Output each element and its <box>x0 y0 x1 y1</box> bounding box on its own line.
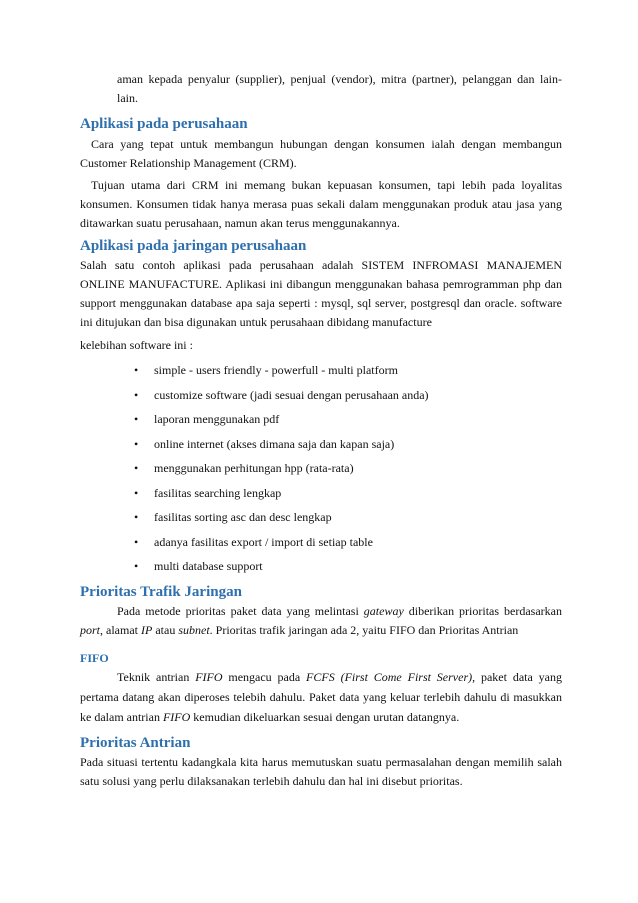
intro-continuation <box>80 70 562 108</box>
heading-prioritas-antrian: Prioritas Antrian <box>80 734 191 751</box>
heading-aplikasi-perusahaan: Aplikasi pada perusahaan <box>80 116 248 132</box>
feature-item: • multi database support <box>134 554 562 579</box>
bullet-icon: • <box>134 387 139 402</box>
feature-item: • menggunakan perhitungan hpp (rata-rata) <box>134 456 562 481</box>
crm-paragraph-2: Tujuan utama dari CRM ini memang bukan kepuasan konsumen, tapi lebih pada loyalitas konsumen. Konsumen tidak hanya merasa puas sekali dalam menggunakan produk atau jasa yang ditawarkan suatu perusahaan, namun akan terus menggunakannya. <box>80 178 562 230</box>
feature-item: • simple - users friendly - powerfull - multi platform <box>134 358 562 383</box>
intro-line-1: aman kepada penyalur (supplier), penjual (vendor), mitra (partner), pelanggan dan lain- <box>117 72 562 86</box>
feature-item: • laporan menggunakan pdf <box>134 407 562 432</box>
queue-paragraph: Pada situasi tertentu kadangkala kita harus memutuskan suatu permasalahan dengan memilih salah satu solusi yang perlu dilaksanakan terlebih dahulu dan hal ini disebut prioritas. <box>80 754 562 788</box>
heading-fifo: FIFO <box>80 650 109 665</box>
priority-paragraph: Pada metode prioritas paket data yang melintasi gateway diberikan prioritas berdasarkan port, alamat IP atau subnet. Prioritas trafik jaringan ada 2, yaitu FIFO dan Prioritas Antrian <box>80 603 562 637</box>
document-page <box>80 70 562 791</box>
network-app-paragraph: Salah satu contoh aplikasi pada perusahaan adalah SISTEM INFROMASI MANAJEMEN ONLINE MANUFACTURE. Aplikasi ini dibangun menggunakan bahasa pemrogramman php dan support menggunakan database apa saja seperti : mysql, sql server, postgresql dan oracle. software ini ditujukan dan bisa digunakan untuk perusahaan dibidang manufacture <box>80 258 562 329</box>
feature-item: • adanya fasilitas export / import di setiap table <box>134 530 562 555</box>
bullet-icon: • <box>134 461 139 475</box>
crm-paragraph-1: Cara yang tepat untuk membangun hubungan dengan konsumen ialah dengan membangun Customer Relationship Management (CRM). <box>80 137 562 170</box>
intro-line-2: lain. <box>117 91 138 105</box>
feature-item: • fasilitas searching lengkap <box>134 481 562 506</box>
bullet-icon: • <box>134 510 139 524</box>
bullet-icon: • <box>134 559 139 573</box>
feature-item: • customize software (jadi sesuai dengan perusahaan anda) <box>134 383 562 408</box>
heading-prioritas-trafik: Prioritas Trafik Jaringan <box>80 583 242 600</box>
bullet-icon: • <box>134 485 139 500</box>
bullet-icon: • <box>134 534 139 549</box>
feature-item: • fasilitas sorting asc dan desc lengkap <box>134 505 562 530</box>
fifo-paragraph: Teknik antrian FIFO mengacu pada FCFS (First Come First Server), paket data yang pertama datang akan diperoses telebih dahulu. Paket data yang keluar terlebih dahulu di masukkan ke dalam antrian FIFO kemudian dikeluarkan sesuai dengan urutan datangnya. <box>80 669 562 724</box>
features-list <box>80 358 562 579</box>
bullet-icon: • <box>134 363 139 377</box>
heading-aplikasi-jaringan: Aplikasi pada jaringan perusahaan <box>80 238 307 254</box>
features-intro: kelebihan software ini : <box>80 338 193 352</box>
bullet-icon: • <box>134 436 139 451</box>
bullet-icon: • <box>134 412 139 426</box>
feature-item: • online internet (akses dimana saja dan kapan saja) <box>134 432 562 457</box>
